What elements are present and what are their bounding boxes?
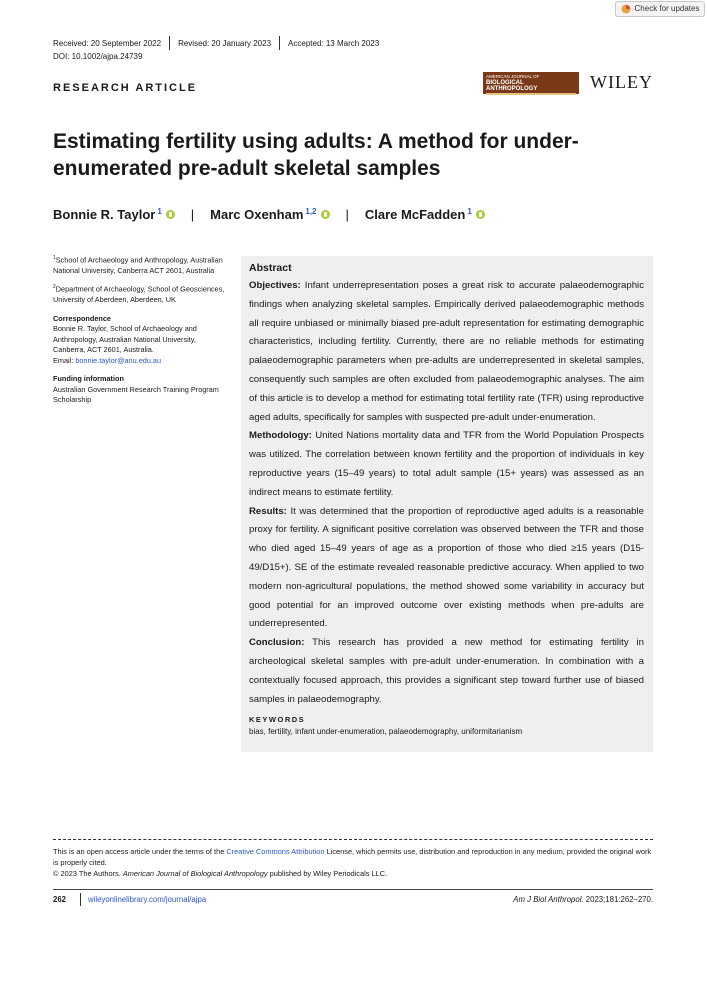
orcid-icon[interactable] bbox=[166, 210, 175, 219]
email-link[interactable]: bonnie.taylor@anu.edu.au bbox=[75, 355, 162, 365]
correspondence-text: Bonnie R. Taylor, School of Archaeology and Anthropology, Australian National University, Canberra, ACT 2601, Australia. Email: bonnie.taylor@anu.edu.au bbox=[53, 324, 197, 365]
author-list bbox=[53, 207, 485, 222]
copyright-text: © 2023 The Authors. American Journal of Biological Anthropology published by Wiley Periodicals LLC. bbox=[53, 869, 388, 879]
author-2[interactable] bbox=[210, 207, 329, 222]
abstract-box bbox=[241, 256, 653, 752]
publication-dates bbox=[53, 36, 387, 50]
author-affiliation-ref[interactable]: 1 bbox=[467, 207, 472, 216]
affiliation-1: $^1$School of Archaeology and Anthropology, Australian National University, Canberra ACT 2601, Australia bbox=[53, 255, 223, 275]
journal-logo-line2: BIOLOGICAL ANTHROPOLOGY bbox=[486, 80, 538, 92]
journal-logo bbox=[483, 72, 579, 94]
author-affiliation-ref[interactable]: 1,2 bbox=[305, 207, 317, 216]
license-text: This is an open access article under the terms of the Creative Commons Attribution License, which permits use, distribution and reproduction in any medium, provided the original work is properly cited. bbox=[53, 847, 652, 868]
doi: DOI: 10.1002/ajpa.24739 bbox=[53, 52, 143, 61]
article-type: RESEARCH ARTICLE bbox=[53, 82, 198, 94]
article-title: Estimating fertility using adults: A method for under-enumerated pre-adult skeletal samples bbox=[53, 130, 579, 180]
page-number-divider bbox=[80, 893, 81, 906]
author-separator: | bbox=[190, 207, 195, 222]
journal-logo-bar bbox=[486, 93, 576, 95]
check-for-updates-label: Check for updates bbox=[634, 4, 700, 13]
abstract-conclusion: Conclusion: This research has provided a new method for estimating fertility in archeological skeletal samples with pre-adult under-enumeration. In combination with a contextually focused approach, this provides a significant step toward further use of biased samples in palaeodemography. bbox=[249, 637, 644, 705]
orcid-icon[interactable] bbox=[476, 210, 485, 219]
author-3[interactable] bbox=[365, 207, 485, 222]
funding-text: Australian Government Research Training Program Scholarship bbox=[53, 384, 219, 405]
author-name[interactable]: Bonnie R. Taylor bbox=[53, 207, 156, 222]
abstract-heading: Abstract bbox=[249, 262, 292, 274]
publisher-logo: WILEY bbox=[590, 72, 653, 92]
keywords-heading: KEYWORDS bbox=[249, 715, 306, 725]
journal-logo-line1: AMERICAN JOURNAL OF bbox=[486, 74, 540, 79]
check-for-updates-button[interactable] bbox=[615, 1, 705, 17]
license-notice bbox=[53, 846, 653, 880]
journal-url-link[interactable]: wileyonlinelibrary.com/journal/ajpa bbox=[88, 895, 207, 904]
accepted-date: Accepted: 13 March 2023 bbox=[288, 38, 380, 48]
article-info-column bbox=[53, 253, 225, 412]
abstract-results: Results: It was determined that the proportion of reproductive aged adults is a reasonable proxy for fertility. A significant positive correlation was observed between the TFR and those who died aged 15–49 years of age as a proportion of those who died ≥15 years (D15-49/D15+). SE of the estimate revealed reasonable predictive accuracy. When applied to two modern non-agricultural populations, the method showed some variability in accuracy but good potential for an improved outcome over existing methods when pre-adults are underrepresented. bbox=[249, 505, 644, 630]
received-date: Received: 20 September 2022 bbox=[53, 38, 162, 48]
page-number: 262 bbox=[53, 895, 67, 904]
author-separator: | bbox=[345, 207, 349, 222]
check-updates-icon bbox=[621, 4, 631, 14]
author-affiliation-ref[interactable]: 1 bbox=[157, 207, 162, 216]
cc-license-link[interactable]: Creative Commons Attribution bbox=[226, 847, 325, 856]
abstract-objectives: Objectives: Infant underrepresentation poses a great risk to accurate palaeodemographic findings when analyzing skeletal samples. Empirically derived palaeodemographic methods all require unbiased or minimally biased pre-adult representation for estimating demographic characteristics, including fertility. Currently, there are no reliable methods for estimating palaeodemographic parameters when pre-adults are underrepresented in skeletal samples, consequently such samples are often excluded from palaeodemographic analyses. The aim of this article is to develop a method for estimating total fertility rate (TFR) using reproductive aged adults, specifically for samples with suspected pre-adult under-enumeration. bbox=[249, 280, 644, 423]
keywords: bias, fertility, infant under-enumeration, palaeodemography, uniformitarianism bbox=[249, 727, 523, 737]
correspondence-heading: Correspondence bbox=[53, 313, 111, 323]
footer-divider bbox=[53, 839, 653, 840]
author-name[interactable]: Clare McFadden bbox=[364, 207, 466, 222]
funding-heading: Funding information bbox=[53, 374, 124, 384]
citation: Am J Biol Anthropol. 2023;181:262–270. bbox=[513, 895, 653, 904]
author-1[interactable] bbox=[53, 207, 175, 222]
affiliation-2: $^2$Department of Archaeology, School of Geosciences, University of Aberdeen, Aberdeen, UK bbox=[53, 284, 225, 305]
footer-rule bbox=[53, 889, 653, 890]
author-name[interactable]: Marc Oxenham bbox=[210, 207, 304, 222]
orcid-icon[interactable] bbox=[321, 210, 330, 219]
revised-date: Revised: 20 January 2023 bbox=[178, 38, 272, 48]
abstract-methodology: Methodology: United Nations mortality data and TFR from the World Population Prospects was utilized. The correlation between known fertility and the proportion of individuals in key reproductive years (15–49 years) to total adult sample (15+ years) was assessed as an indirect means to estimate fertility. bbox=[249, 430, 644, 498]
